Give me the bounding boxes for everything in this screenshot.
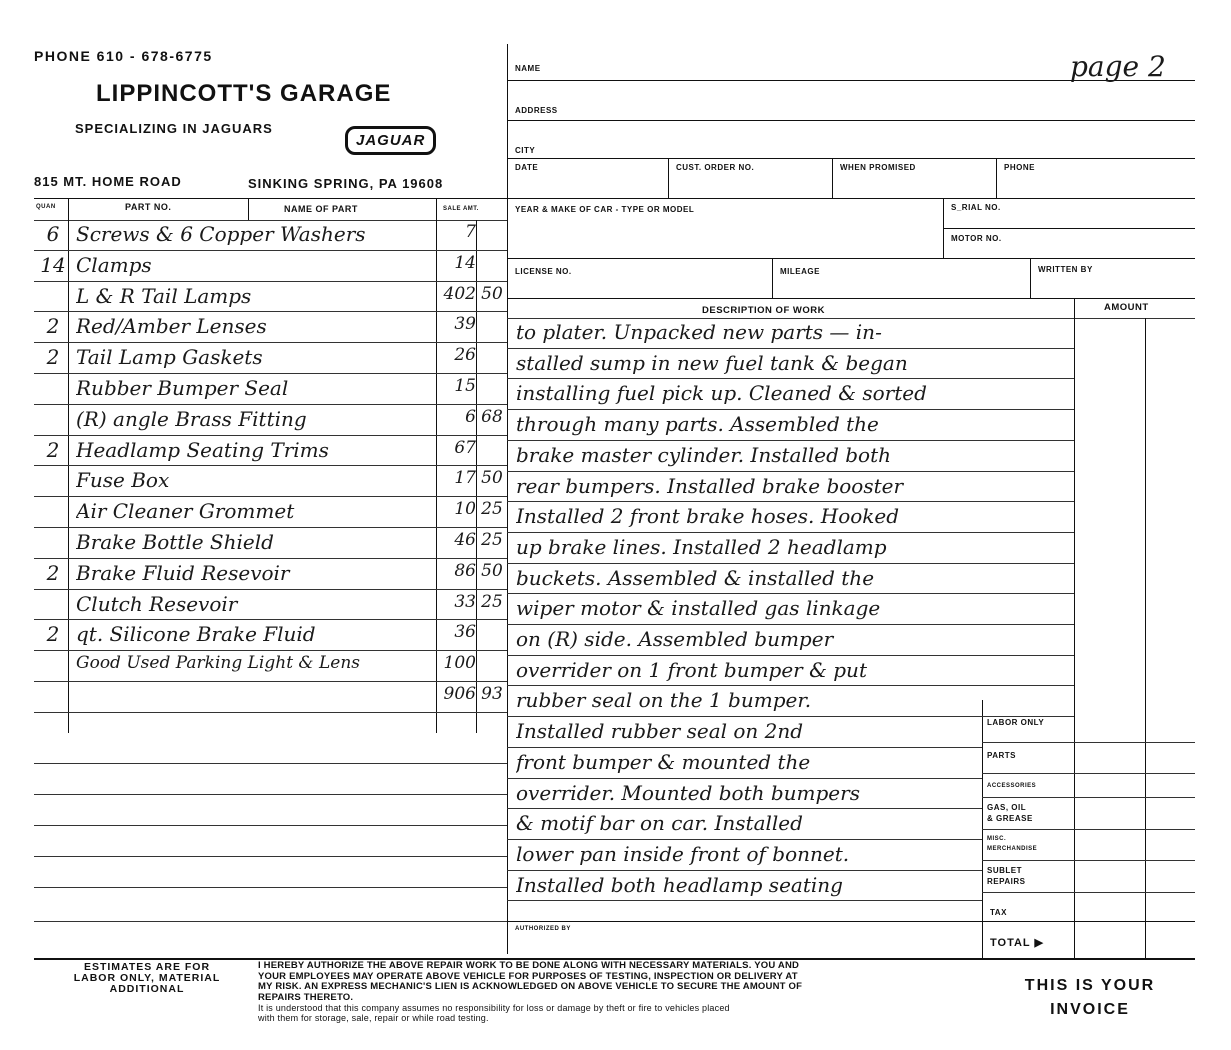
- row-qty: 2: [46, 437, 60, 462]
- address-label: ADDRESS: [515, 106, 558, 115]
- auth-line-1: I HEREBY AUTHORIZE THE ABOVE REPAIR WORK TO BE DONE ALONG WITH NECESSARY MATERIALS. YOU AND: [258, 960, 800, 971]
- row-dollars: 14: [454, 252, 476, 273]
- row-dollars: 17: [454, 468, 476, 489]
- work-line: brake master cylinder. Installed both: [516, 442, 891, 467]
- merchandise-label: MERCHANDISE: [987, 846, 1038, 852]
- table-row: [34, 436, 507, 467]
- row-part-name: L & R Tail Lamps: [76, 283, 252, 308]
- row-part-name: Rubber Bumper Seal: [76, 376, 289, 400]
- work-line: up brake lines. Installed 2 headlamp: [516, 534, 887, 559]
- work-line-rule: [507, 624, 1074, 625]
- row-dollars: 100: [443, 653, 476, 674]
- work-line-rule: [507, 870, 982, 871]
- garage-city: SINKING SPRING, PA 19608: [248, 176, 444, 191]
- work-line-rule: [507, 593, 1074, 594]
- table-row: [34, 312, 507, 343]
- work-line-rule: [507, 839, 982, 840]
- row-part-name: Tail Lamp Gaskets: [76, 345, 263, 370]
- mileage-label: MILEAGE: [780, 267, 820, 276]
- row-part-name: Headlamp Seating Trims: [76, 437, 329, 462]
- row-cents: 93: [481, 684, 503, 704]
- part-no-header: PART NO.: [125, 202, 172, 212]
- estimates-note: [38, 962, 256, 995]
- total-label: TOTAL ▶: [990, 937, 1044, 949]
- when-promised-label: WHEN PROMISED: [840, 163, 916, 172]
- year-make-label: YEAR & MAKE OF CAR - TYPE OR MODEL: [515, 205, 695, 214]
- auth-line-4: REPAIRS THERETO.: [258, 991, 354, 1003]
- address-line: [507, 120, 1195, 121]
- work-line: Installed rubber seal on 2nd: [516, 719, 804, 744]
- work-line: to plater. Unpacked new parts — in-: [516, 320, 882, 344]
- auth-line-3: MY RISK. AN EXPRESS MECHANIC'S LIEN IS ACKNOWLEDGED ON ABOVE VEHICLE TO SECURE THE AMOUNT OF: [258, 981, 803, 992]
- work-line: wiper motor & installed gas linkage: [516, 596, 881, 621]
- work-line-rule: [507, 532, 1074, 533]
- row-qty: 14: [40, 252, 66, 277]
- row-part-name: Brake Bottle Shield: [76, 530, 274, 554]
- table-row: [34, 682, 507, 713]
- table-row: [34, 620, 507, 651]
- row-part-name: (R) angle Brass Fitting: [76, 406, 307, 431]
- row-cents: 25: [481, 530, 503, 550]
- row-part-name: Fuse Box: [76, 468, 170, 493]
- accessories-label: ACCESSORIES: [987, 783, 1037, 789]
- table-row: [34, 405, 507, 436]
- row-part-name: Clutch Resevoir: [76, 591, 238, 616]
- work-line: installing fuel pick up. Cleaned & sorted: [516, 381, 927, 406]
- row-cents: 25: [481, 591, 503, 612]
- specializing-text: SPECIALIZING IN JAGUARS: [75, 121, 273, 136]
- auth-line-2: YOUR EMPLOYEES MAY OPERATE ABOVE VEHICLE FOR PURPOSES OF TESTING, INSPECTION OR DELIVERY AT: [258, 970, 798, 982]
- written-by-label: WRITTEN BY: [1038, 265, 1093, 274]
- row-dollars: 26: [454, 345, 476, 366]
- work-line: lower pan inside front of bonnet.: [516, 841, 850, 866]
- estimates-line-1: ESTIMATES ARE FOR: [83, 961, 211, 973]
- work-line-rule: [507, 378, 1074, 379]
- row-dollars: 46: [454, 530, 476, 550]
- work-line-rule: [507, 778, 982, 779]
- table-row: [34, 220, 507, 251]
- license-label: LICENSE NO.: [515, 267, 572, 276]
- serial-label: S_RIAL NO.: [951, 203, 1001, 212]
- work-line-rule: [507, 471, 1074, 472]
- authorized-by-label: AUTHORIZED BY: [515, 926, 571, 932]
- row-dollars: 906: [443, 684, 476, 704]
- work-line-rule: [507, 655, 1074, 656]
- row-dollars: 86: [454, 560, 476, 581]
- labor-only-label: LABOR ONLY: [987, 718, 1045, 727]
- disclaimer-line-1: It is understood that this company assumes no responsibility for loss or damage by theft or fire to vehicles placed: [258, 1003, 730, 1013]
- page-note: page 2: [1070, 50, 1166, 83]
- table-row: [34, 251, 507, 282]
- gas-oil-label: GAS, OIL: [987, 803, 1027, 812]
- table-row: [34, 559, 507, 590]
- row-cents: 50: [481, 283, 503, 304]
- work-line-rule: [507, 747, 982, 748]
- authorization-text: [258, 961, 980, 1023]
- name-label: NAME: [515, 64, 541, 73]
- row-part-name: Brake Fluid Resevoir: [76, 560, 290, 585]
- work-line: rear bumpers. Installed brake booster: [516, 473, 904, 498]
- row-dollars: 67: [454, 437, 476, 458]
- work-line: Installed 2 front brake hoses. Hooked: [516, 504, 900, 529]
- row-part-name: Screws & 6 Copper Washers: [76, 222, 366, 246]
- garage-name: LIPPINCOTT'S GARAGE: [96, 80, 392, 107]
- work-line-rule: [507, 501, 1074, 502]
- work-line-rule: [507, 685, 1074, 686]
- description-header: DESCRIPTION OF WORK: [702, 305, 825, 316]
- row-part-name: Air Cleaner Grommet: [76, 499, 295, 524]
- row-dollars: 36: [454, 622, 476, 643]
- row-dollars: 7: [465, 222, 476, 242]
- work-line: front bumper & mounted the: [516, 749, 811, 774]
- row-cents: 68: [481, 406, 503, 427]
- table-row: [34, 497, 507, 528]
- row-qty: 6: [46, 222, 60, 246]
- row-qty: 2: [46, 345, 60, 370]
- work-line: through many parts. Assembled the: [516, 412, 879, 437]
- city-line: [507, 158, 1195, 159]
- table-row: [34, 374, 507, 405]
- grease-label: & GREASE: [987, 814, 1033, 823]
- sublet-label: SUBLET: [987, 866, 1022, 875]
- work-line-rule: [507, 900, 982, 901]
- garage-address: 815 MT. HOME ROAD: [34, 174, 182, 189]
- work-line: buckets. Assembled & installed the: [516, 565, 875, 590]
- tax-label: TAX: [990, 908, 1007, 917]
- invoice-note: [1010, 974, 1170, 1022]
- estimates-line-3: ADDITIONAL: [109, 983, 185, 995]
- row-part-name: Clamps: [76, 252, 152, 277]
- work-line: Installed both headlamp seating: [516, 872, 843, 897]
- row-cents: 25: [481, 499, 503, 520]
- table-row: [34, 528, 507, 559]
- misc-label: MISC.: [987, 836, 1007, 842]
- main-divider: [507, 44, 508, 954]
- repairs-label: REPAIRS: [987, 877, 1026, 886]
- sale-amt-header: SALE AMT.: [443, 206, 479, 212]
- work-line-rule: [507, 563, 1074, 564]
- row-dollars: 6: [465, 406, 476, 427]
- table-row: [34, 651, 507, 682]
- car-row-line: [507, 258, 1195, 259]
- work-line-rule: [507, 409, 1074, 410]
- row-qty: 2: [46, 314, 60, 339]
- row-dollars: 39: [454, 314, 476, 335]
- work-line: on (R) side. Assembled bumper: [516, 627, 834, 651]
- part-name-header: NAME OF PART: [284, 204, 358, 214]
- row-qty: 2: [46, 560, 60, 585]
- table-row: [34, 590, 507, 621]
- jaguar-logo: JAGUAR: [345, 126, 436, 155]
- phone-number: PHONE 610 - 678-6775: [34, 48, 213, 64]
- date-row-line: [507, 198, 1195, 199]
- row-dollars: 10: [454, 499, 476, 520]
- row-dollars: 402: [443, 283, 476, 304]
- row-line: [34, 712, 507, 713]
- work-line: & motif bar on car. Installed: [516, 811, 803, 836]
- table-row: [34, 343, 507, 374]
- work-line: rubber seal on the 1 bumper.: [516, 688, 812, 713]
- row-cents: 50: [481, 468, 503, 489]
- work-line: stalled sump in new fuel tank & began: [516, 350, 908, 375]
- date-label: DATE: [515, 163, 539, 172]
- work-line-rule: [507, 808, 982, 809]
- disclaimer-line-2: with them for storage, sale, repair or while road testing.: [258, 1013, 489, 1023]
- work-line: overrider. Mounted both bumpers: [516, 780, 860, 805]
- invoice-line-1: THIS IS YOUR: [1024, 977, 1156, 994]
- phone-label: PHONE: [1004, 163, 1035, 172]
- row-part-name: qt. Silicone Brake Fluid: [76, 622, 316, 647]
- cust-order-label: CUST. ORDER NO.: [676, 163, 755, 172]
- invoice-line-2: INVOICE: [1050, 1001, 1130, 1018]
- row-qty: 2: [46, 622, 60, 647]
- table-row: [34, 282, 507, 313]
- row-dollars: 15: [454, 376, 476, 396]
- work-line: overrider on 1 front bumper & put: [516, 657, 867, 682]
- row-part-name: Red/Amber Lenses: [76, 314, 267, 339]
- work-line-rule: [507, 440, 1074, 441]
- city-label: CITY: [515, 146, 536, 155]
- work-line-rule: [507, 716, 1074, 717]
- table-row: [34, 466, 507, 497]
- row-dollars: 33: [454, 591, 476, 612]
- row-part-name: Good Used Parking Light & Lens: [76, 653, 360, 674]
- qty-header: QUAN: [36, 204, 56, 210]
- motor-label: MOTOR NO.: [951, 234, 1002, 243]
- row-cents: 50: [481, 560, 503, 581]
- estimates-line-2: LABOR ONLY, MATERIAL: [73, 972, 221, 984]
- parts-label: PARTS: [987, 751, 1017, 760]
- work-line-rule: [507, 348, 1074, 349]
- amount-header: AMOUNT: [1104, 302, 1149, 313]
